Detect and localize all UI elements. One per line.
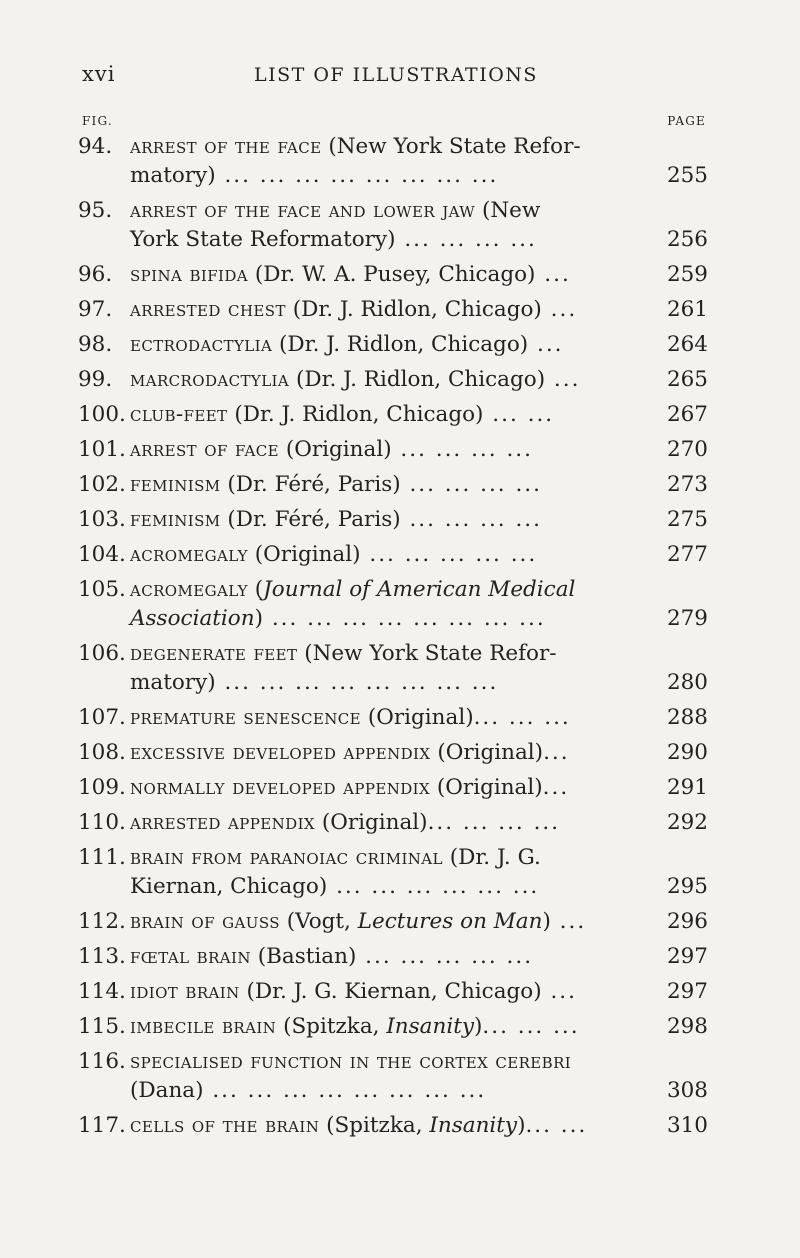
dot-leader: ... ... ... ...	[400, 472, 542, 497]
entry-title: spina bifida	[130, 262, 249, 287]
list-item	[78, 505, 708, 534]
figure-number: 111.	[78, 845, 126, 870]
entry-source: (Dr. J. G.	[449, 845, 541, 870]
page-number: 277	[666, 542, 708, 567]
entry-title: club-feet	[130, 402, 228, 427]
entry-source: (New York State Refor-	[304, 641, 557, 666]
page-number: 273	[666, 472, 708, 497]
page-number: 297	[666, 979, 708, 1004]
entry-title: feminism	[130, 507, 221, 532]
dot-leader: ... ... ... ... ... ...	[327, 874, 540, 899]
list-item	[78, 1111, 708, 1140]
entry-source: (Dr. J. Ridlon, Chicago)	[295, 367, 546, 392]
list-item	[78, 703, 708, 732]
entry-text	[78, 907, 708, 936]
dot-leader: ... ...	[483, 402, 555, 427]
entry-text	[78, 260, 708, 289]
figure-number: 100.	[78, 402, 126, 427]
page-number: 292	[666, 810, 708, 835]
entry-text	[78, 575, 708, 633]
list-item	[78, 400, 708, 429]
page-number: 265	[666, 367, 708, 392]
page-header	[82, 62, 760, 92]
dot-leader: ... ... ... ...	[395, 227, 537, 252]
figure-number: 102.	[78, 472, 126, 497]
entry-source: (Journal of American Medical	[254, 577, 576, 602]
list-item	[78, 540, 708, 569]
page-number-roman: xvi	[82, 62, 116, 86]
entry-title: arrest of face	[130, 437, 279, 462]
list-item	[78, 773, 708, 802]
figure-number: 116.	[78, 1049, 126, 1074]
figure-number: 114.	[78, 979, 126, 1004]
list-item	[78, 330, 708, 359]
page-column-label: PAGE	[667, 114, 706, 128]
list-item	[78, 575, 708, 633]
entry-text	[78, 400, 708, 429]
list-item	[78, 260, 708, 289]
figure-number: 115.	[78, 1014, 126, 1039]
page-number: 288	[666, 705, 708, 730]
entry-text	[78, 942, 708, 971]
page-number: 259	[666, 262, 708, 287]
entry-source: (Dr. W. A. Pusey, Chicago)	[254, 262, 536, 287]
entry-text	[78, 470, 708, 499]
entry-title: acromegaly	[130, 577, 248, 602]
figure-number: 104.	[78, 542, 126, 567]
entry-text	[78, 703, 708, 732]
entry-source: (Vogt, Lectures on Man)	[286, 909, 551, 934]
entry-source-cont: Kiernan, Chicago)	[130, 874, 328, 899]
dot-leader: ... ... ... ...	[400, 507, 542, 532]
page-number: 296	[666, 909, 708, 934]
entry-title: cells of the brain	[130, 1113, 320, 1138]
dot-leader: ... ... ... ...	[391, 437, 533, 462]
list-item	[78, 365, 708, 394]
entry-source: (Original)	[285, 437, 392, 462]
list-item	[78, 738, 708, 767]
entry-text	[78, 1012, 708, 1041]
illustration-list	[78, 132, 708, 1146]
entry-source: (New York State Refor-	[328, 134, 581, 159]
figure-number: 98.	[78, 332, 113, 357]
dot-leader: ... ... ...	[473, 705, 571, 730]
page-number: 290	[666, 740, 708, 765]
figure-number: 107.	[78, 705, 126, 730]
entry-title: marcrodactylia	[130, 367, 290, 392]
entry-source: (Dr. J. Ridlon, Chicago)	[234, 402, 484, 427]
page-number: 264	[666, 332, 708, 357]
dot-leader: ... ... ... ... ... ... ... ...	[215, 163, 499, 188]
page-number: 256	[666, 227, 708, 252]
page-number: 261	[666, 297, 708, 322]
figure-number: 109.	[78, 775, 126, 800]
list-item	[78, 132, 708, 190]
entry-text	[78, 295, 708, 324]
figure-number: 108.	[78, 740, 126, 765]
entry-title: premature senescence	[130, 705, 361, 730]
list-item	[78, 1012, 708, 1041]
list-item	[78, 639, 708, 697]
entry-title: arrested appendix	[130, 810, 315, 835]
dot-leader: ...	[528, 332, 564, 357]
entry-text	[78, 843, 708, 901]
entry-source: (New	[481, 198, 541, 223]
list-item	[78, 435, 708, 464]
entry-title: specialised function in the cortex cerebri	[130, 1049, 572, 1074]
dot-leader: ... ... ... ... ... ... ... ...	[262, 606, 546, 631]
entry-title: excessive developed appendix	[130, 740, 431, 765]
dot-leader: ...	[542, 775, 570, 800]
entry-title: brain from paranoiac criminal	[130, 845, 443, 870]
entry-title: feminism	[130, 472, 221, 497]
entry-source: (Dr. Féré, Paris)	[227, 472, 401, 497]
list-item	[78, 470, 708, 499]
entry-source-cont: Association)	[130, 606, 263, 631]
dot-leader: ... ... ...	[482, 1014, 580, 1039]
dot-leader: ...	[541, 297, 578, 322]
page-number: 270	[666, 437, 708, 462]
dot-leader: ...	[535, 262, 571, 287]
entry-text	[78, 773, 708, 802]
figure-number: 112.	[78, 909, 126, 934]
running-title: LIST OF ILLUSTRATIONS	[254, 64, 538, 86]
list-item	[78, 907, 708, 936]
figure-number: 101.	[78, 437, 126, 462]
entry-text	[78, 196, 708, 254]
dot-leader: ... ...	[525, 1113, 588, 1138]
dot-leader: ... ... ... ... ... ... ... ...	[203, 1078, 487, 1103]
page-number: 275	[666, 507, 708, 532]
figure-number: 106.	[78, 641, 126, 666]
entry-source-cont: York State Reformatory)	[130, 227, 396, 252]
entry-text	[78, 1111, 708, 1140]
entry-source: (Original)	[321, 810, 428, 835]
entry-title: fœtal brain	[130, 944, 251, 969]
figure-number: 96.	[78, 262, 113, 287]
list-item	[78, 942, 708, 971]
figure-number: 99.	[78, 367, 113, 392]
entry-title: brain of gauss	[130, 909, 280, 934]
entry-source: (Spitzka, Insanity)	[283, 1014, 483, 1039]
list-item	[78, 843, 708, 901]
entry-source: (Original)	[436, 775, 543, 800]
entry-source: (Spitzka, Insanity)	[326, 1113, 526, 1138]
entry-title: idiot brain	[130, 979, 240, 1004]
figure-number: 94.	[78, 134, 113, 159]
list-item	[78, 977, 708, 1006]
entry-source: (Original)	[437, 740, 544, 765]
page-number: 308	[666, 1078, 708, 1103]
entry-text	[78, 639, 708, 697]
entry-source: (Dr. J. Ridlon, Chicago)	[279, 332, 529, 357]
figure-number: 97.	[78, 297, 113, 322]
figure-number: 95.	[78, 198, 113, 223]
dot-leader: ... ... ... ... ... ... ... ...	[215, 670, 499, 695]
dot-leader: ...	[550, 909, 587, 934]
dot-leader: ... ... ... ... ...	[360, 542, 538, 567]
list-item	[78, 1047, 708, 1105]
page-number: 298	[666, 1014, 708, 1039]
entry-text	[78, 977, 708, 1006]
entry-text	[78, 132, 708, 190]
entry-title: arrested chest	[130, 297, 286, 322]
page-number: 267	[666, 402, 708, 427]
entry-text	[78, 330, 708, 359]
entry-text	[78, 435, 708, 464]
column-headers	[82, 114, 706, 134]
dot-leader: ... ... ... ... ...	[356, 944, 534, 969]
page-number: 310	[666, 1113, 708, 1138]
entry-text	[78, 808, 708, 837]
entry-source: (Dr. J. Ridlon, Chicago)	[292, 297, 542, 322]
entry-source: (Original)	[367, 705, 474, 730]
list-item	[78, 808, 708, 837]
figure-number: 113.	[78, 944, 126, 969]
page-number: 279	[666, 606, 708, 631]
entry-title: acromegaly	[130, 542, 248, 567]
figure-number: 110.	[78, 810, 126, 835]
list-item	[78, 295, 708, 324]
dot-leader: ...	[545, 367, 581, 392]
entry-source-cont: matory)	[130, 670, 216, 695]
dot-leader: ...	[541, 979, 577, 1004]
entry-text	[78, 365, 708, 394]
figure-number: 105.	[78, 577, 126, 602]
entry-text	[78, 540, 708, 569]
figure-number: 103.	[78, 507, 126, 532]
page-number: 297	[666, 944, 708, 969]
entry-title: normally developed appendix	[130, 775, 431, 800]
entry-title: arrest of the face and lower jaw	[130, 198, 476, 223]
entry-title: imbecile brain	[130, 1014, 277, 1039]
entry-source: (Bastian)	[257, 944, 357, 969]
entry-source: (Dr. Féré, Paris)	[227, 507, 401, 532]
entry-title: arrest of the face	[130, 134, 322, 159]
page-number: 255	[666, 163, 708, 188]
figure-number: 117.	[78, 1113, 126, 1138]
page-number: 291	[666, 775, 708, 800]
entry-title: degenerate feet	[130, 641, 298, 666]
dot-leader: ...	[543, 740, 570, 765]
entry-source: (Original)	[254, 542, 361, 567]
entry-text	[78, 738, 708, 767]
entry-text	[78, 1047, 708, 1105]
dot-leader: ... ... ... ...	[427, 810, 561, 835]
list-item	[78, 196, 708, 254]
page-number: 280	[666, 670, 708, 695]
entry-source: (Dr. J. G. Kiernan, Chicago)	[246, 979, 542, 1004]
page-number: 295	[666, 874, 708, 899]
entry-source-cont: matory)	[130, 163, 216, 188]
entry-title: ectrodactylia	[130, 332, 273, 357]
fig-column-label: FIG.	[82, 114, 113, 128]
entry-source-cont: (Dana)	[130, 1078, 204, 1103]
entry-text	[78, 505, 708, 534]
